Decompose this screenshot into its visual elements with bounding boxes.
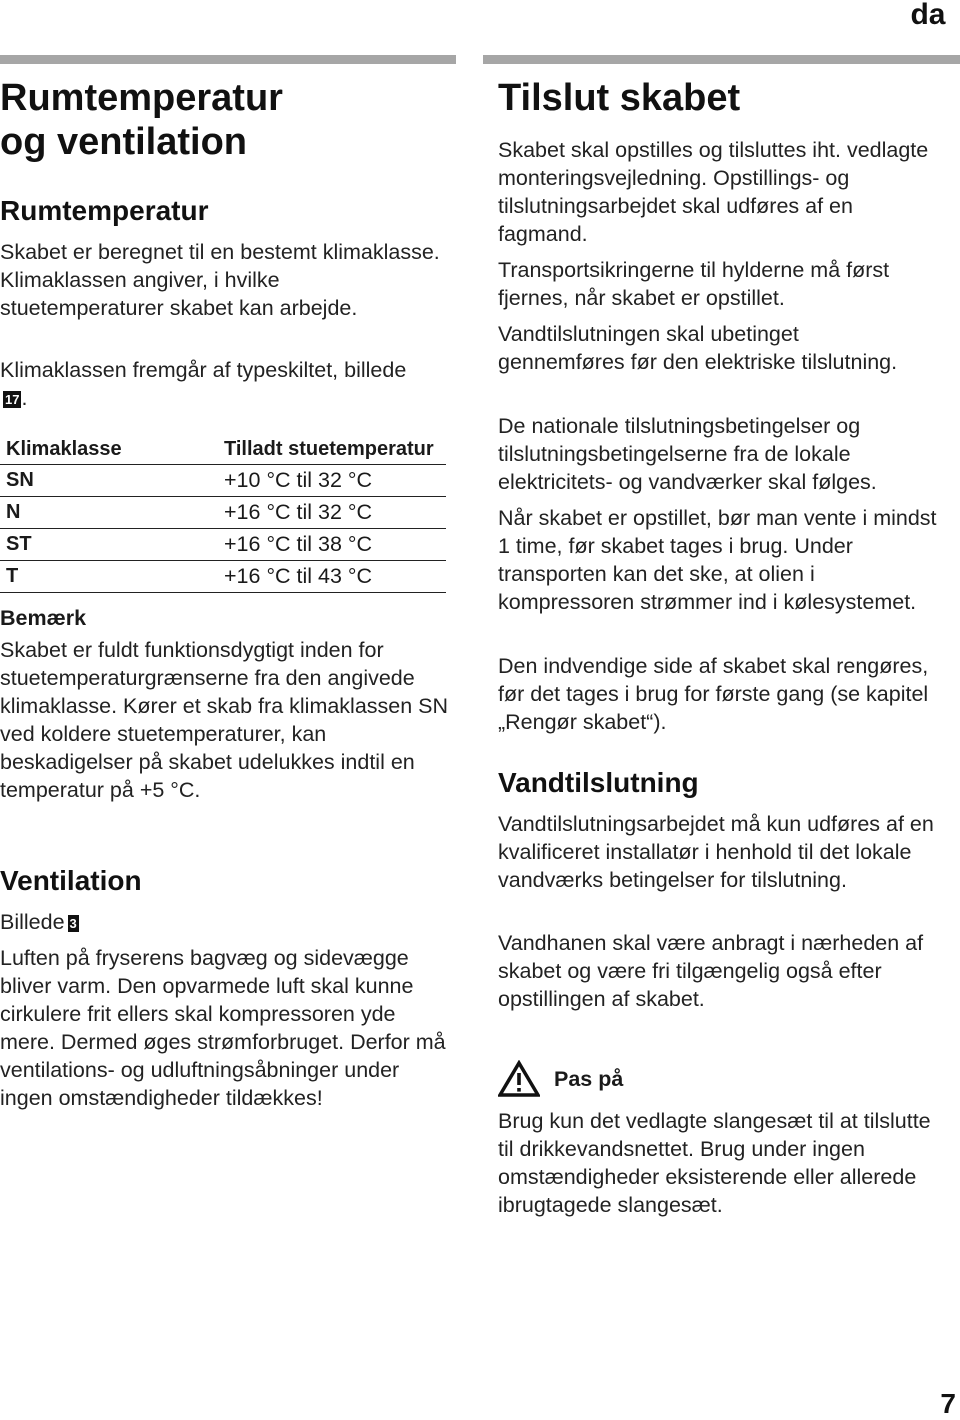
ventilation-text: Luften på fryserens bagvæg og sidevægge bliver varm. Den opvarmede luft skal kunne cirkulere frit ellers skal kompressoren yde mere. Dermed øges strømforbruget. Derfor må ventilations- og udluftningsåbninger under ingen omstændigheder tildækkes! [0,946,446,1110]
room-temp-paragraph-2 [0,356,420,412]
left-header-rule [0,55,456,64]
connect-paragraph-2: Transportsikringerne til hylderne må først fjernes, når skabet er opstillet. [498,258,890,310]
warning-header [498,1060,623,1098]
room-temp-paragraph-1: Skabet er beregnet til en bestemt klimaklasse. Klimaklassen angiver, i hvilke stuetemperaturer skabet kan arbejde. [0,240,440,320]
figure-ref-3: 3 [69,916,77,931]
connect-paragraph-4: De nationale tilslutningsbetingelser og tilslutningsbetingelserne fra de lokale elektricitets- og vandværker skal følges. [498,414,877,494]
connect-paragraph-5: Når skabet er opstillet, bør man vente i mindst 1 time, før skabet tages i brug. Under transporten kan det ske, at olien i kompressoren strømmer ind i kølesystemet. [498,506,937,614]
table-row [0,529,446,561]
climate-class-table [0,434,446,593]
water-paragraph-2: Vandhanen skal være anbragt i nærheden af skabet og være fri tilgængelig også efter opstillingen af skabet. [498,931,924,1011]
table-row [0,465,446,497]
note-title: Bemærk [0,606,87,630]
connect-paragraph-3: Vandtilslutningen skal ubetinget gennemføres før den elektriske tilslutning. [498,322,898,374]
room-temp-paragraph-2-text: Klimaklassen fremgår af typeskiltet, billede [0,358,407,382]
connect-paragraph-1: Skabet skal opstilles og tilsluttes iht. vedlagte monteringsvejledning. Opstillings- og tilslutningsarbejdet skal udføres af en fagmand. [498,138,929,246]
table-cell-temperature: +16 °C til 38 °C [224,529,446,561]
ventilation-figure-ref [0,908,79,936]
connect-paragraph-6: Den indvendige side af skabet skal rengøres, før det tages i brug for første gang (se kapitel „Rengør skabet“). [498,654,929,734]
connect-heading: Tilslut skabet [498,77,741,119]
water-paragraph-1: Vandtilslutningsarbejdet må kun udføres af en kvalificeret installatør i henhold til det lokale vandværks betingelser for tilslutning. [498,812,934,892]
table-row [0,497,446,529]
note-text: Skabet er fuldt funktionsdygtigt inden for stuetemperaturgrænserne fra den angivede klimaklasse. Kører et skab fra klimaklassen SN ved koldere stuetemperaturer, kan beskadigelser på skabet udelukkes indtil en temperatur på +5 °C. [0,638,449,802]
ventilation-figure-label: Billede [0,910,65,934]
warning-triangle-icon [498,1060,540,1098]
water-heading: Vandtilslutning [498,767,699,798]
page-title [0,76,450,164]
room-temp-heading: Rumtemperatur [0,195,209,226]
table-cell-class: ST [0,529,224,561]
page-number: 7 [940,1388,956,1419]
ventilation-heading: Ventilation [0,865,142,896]
table-cell-temperature: +16 °C til 32 °C [224,497,446,529]
warning-label: Pas på [554,1066,624,1091]
table-header-class: Klimaklasse [0,434,224,465]
room-temp-paragraph-2-end: . [21,386,28,410]
table-cell-class: N [0,497,224,529]
language-tag: da [910,0,946,31]
right-header-rule [483,55,960,64]
page-title-line-2: og ventilation [0,121,247,163]
page-title-line-1: Rumtemperatur [0,77,283,119]
table-cell-class: T [0,561,224,593]
table-cell-class: SN [0,465,224,497]
warning-text: Brug kun det vedlagte slangesæt til at tilslutte til drikkevandsnettet. Brug under ingen omstændigheder eksisterende eller allerede ibrugtagede slangesæt. [498,1109,931,1217]
table-header-temperature: Tilladt stuetemperatur [224,434,446,465]
figure-ref-17: 17 [5,392,20,407]
table-row [0,561,446,593]
table-cell-temperature: +16 °C til 43 °C [224,561,446,593]
table-cell-temperature: +10 °C til 32 °C [224,465,446,497]
